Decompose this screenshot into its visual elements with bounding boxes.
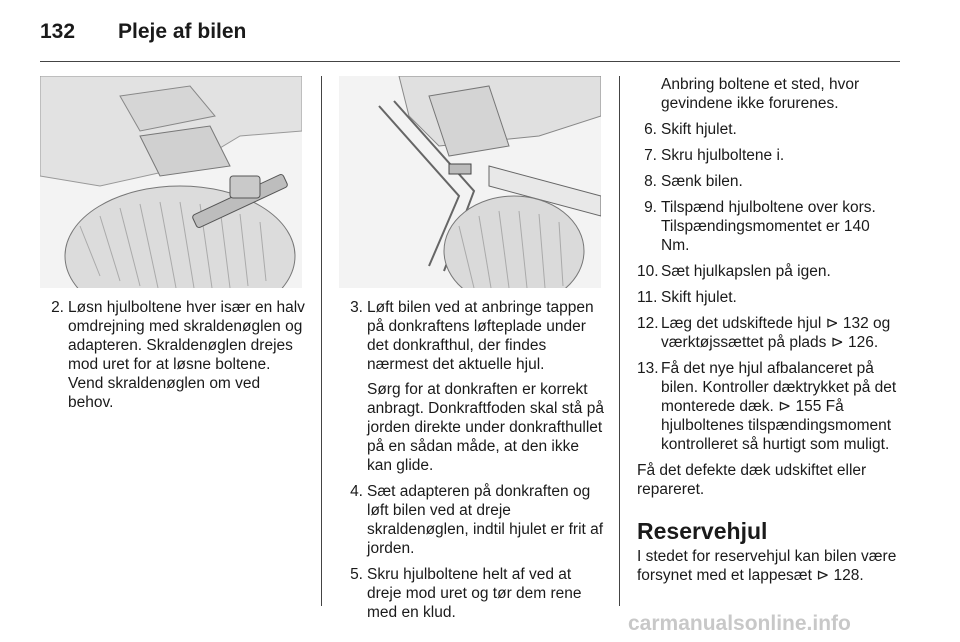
repair-note: Få det defekte dæk udskiftet eller repareret.: [637, 462, 867, 498]
step-4: [343, 482, 606, 558]
step-text: Skift hjulet.: [661, 289, 737, 306]
step-text: Løft bilen ved at anbringe tappen på donkraftens løfteplade under det donkrafthul, der findes nærmest det aktuelle hjul.: [367, 299, 594, 373]
step-text: Tilspænd hjulboltene over kors. Tilspændingsmomentet er 140 Nm.: [661, 199, 876, 254]
page-title: Pleje af bilen: [118, 20, 247, 43]
column-1: [44, 298, 306, 419]
watermark: carmanualsonline.info: [628, 612, 851, 635]
step-note: Sørg for at donkraften er korrekt anbragt. Donkraftfoden skal stå på jorden direkte under donkrafthullet på en sådan måde, at den ikke kan glide.: [367, 381, 604, 474]
step-2: [44, 298, 306, 412]
step-text: Sæt hjulkapslen på igen.: [661, 263, 831, 280]
step-number: 13.: [637, 360, 659, 377]
step-8: [637, 172, 899, 191]
step-text: Løsn hjulboltene hver især en halv omdrejning med skraldenøglen og adapteren. Skraldenøglen drejes mod uret for at løsne boltene. Vend skraldenøglen om ved behov.: [68, 299, 305, 411]
step-text: Skift hjulet.: [661, 121, 737, 138]
step-5-continued: [637, 75, 899, 113]
step-number: 11.: [637, 289, 658, 306]
step-number: 4.: [350, 483, 363, 500]
column-2: [343, 298, 606, 629]
step-text: Sæt adapteren på donkraften og løft bilen ved at dreje skraldenøglen, indtil hjulet er frit af jorden.: [367, 483, 604, 557]
step-13: [637, 359, 899, 454]
step-9: [637, 198, 899, 255]
step-number: 8.: [644, 173, 657, 190]
step-text: Skru hjulboltene helt af ved at dreje mod uret og tør dem rene med en klud.: [367, 566, 582, 621]
step-3: [343, 298, 606, 475]
column-divider: [619, 76, 620, 606]
page-number: 132: [40, 20, 76, 43]
step-text: Anbring boltene et sted, hvor gevindene ikke forurenes.: [661, 76, 860, 112]
step-number: 12.: [637, 315, 659, 332]
lug-wrench-figure: [40, 76, 302, 288]
step-10: [637, 262, 899, 281]
step-6: [637, 120, 899, 139]
step-text: Læg det udskiftede hjul ⊳ 132 og værktøjssættet på plads ⊳ 126.: [661, 315, 891, 351]
section-heading: Reservehjul: [637, 518, 768, 544]
step-text: Sænk bilen.: [661, 173, 743, 190]
step-11: [637, 288, 899, 307]
step-text: Få det nye hjul afbalanceret på bilen. Kontroller dæktrykket på det monterede dæk. ⊳ 155 Få hjulboltenes tilspændingsmoment kontrolleret så hurtigt som muligt.: [661, 360, 897, 453]
step-text: Skru hjulboltene i.: [661, 147, 785, 164]
step-number: 2.: [51, 299, 64, 316]
step-number: 5.: [350, 566, 363, 583]
column-3: [637, 75, 899, 592]
step-number: 6.: [644, 121, 657, 138]
header-rule: [40, 61, 900, 62]
column-divider: [321, 76, 322, 606]
step-5: [343, 565, 606, 622]
step-7: [637, 146, 899, 165]
step-number: 7.: [644, 147, 657, 164]
step-number: 10.: [637, 263, 659, 280]
jack-position-figure: [339, 76, 601, 288]
section-body: I stedet for reservehjul kan bilen være forsynet med et lappesæt ⊳ 128.: [637, 548, 897, 584]
step-12: [637, 314, 899, 352]
step-number: 9.: [644, 199, 657, 216]
step-number: 3.: [350, 299, 363, 316]
